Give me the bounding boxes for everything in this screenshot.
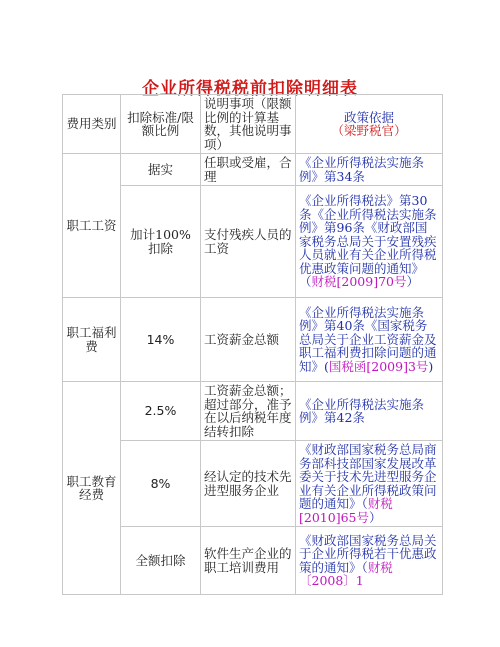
standard-cell: 2.5% [121,382,201,441]
standard-cell [121,186,201,298]
page-title: 企业所得税税前扣除明细表 [142,79,358,99]
policy-ref-link[interactable]: 国税函[2009]3号 [328,358,429,374]
policy-text: 《企业所得税法实施条例》第42条 [299,396,425,425]
policy-cell [296,527,443,595]
policy-text: 《企业所得税法》第30条《企业所得税法实施条例》第96条《财政部国家税务总局关于安置残疾人员就业有关企业所得税优惠政策问题的通知》（ [299,193,437,290]
note-cell: 经认定的技术先进型服务企业 [201,441,296,527]
policy-ref-link[interactable]: 财税〔2008〕1 [299,559,393,588]
table-row [63,382,443,441]
note-cell: 工资薪金总额；超过部分，准予在以后纳税年度结转扣除 [201,382,296,441]
header-policy [296,95,443,154]
policy-end: ） [406,274,420,290]
note-cell: 软件生产企业的职工培训费用 [201,527,296,595]
standard-cell: 全额扣除 [121,527,201,595]
policy-end: ） [368,509,382,525]
category-cell: 职工福利费 [63,298,121,382]
policy-text: 《财政部国家税务总局商务部科技部国家发展改革委关于技术先进型服务企业有关企业所得税政策问题的通知》（ [299,442,437,511]
note-cell: 工资薪金总额 [201,298,296,382]
standard-text: 加计100%扣除 [130,227,191,256]
policy-text: 《企业所得税法实施条例》第34条 [299,155,425,184]
policy-end: ) [428,358,434,374]
note-cell: 支付残疾人员的工资 [201,186,296,298]
standard-cell: 14% [121,298,201,382]
header-policy-main: 政策依据 [343,109,394,125]
policy-cell [296,382,443,441]
category-cell: 职工教育经费 [63,382,121,595]
policy-cell [296,154,443,186]
standard-cell: 8% [121,441,201,527]
table-row [63,298,443,382]
category-cell: 职工工资 [63,154,121,298]
policy-text: 《财政部国家税务总局关于企业所得税若干优惠政策的通知》（ [299,532,437,575]
note-cell: 任职或受雇，合理 [201,154,296,186]
deduction-table [62,94,443,595]
header-policy-sub: （梁野税官） [331,123,407,138]
table-row [63,154,443,186]
header-standard: 扣除标准/限额比例 [121,95,201,154]
header-category: 费用类别 [63,95,121,154]
policy-ref-link[interactable]: 财税[2010]65号 [299,496,393,525]
policy-text: 《企业所得税法实施条例》第40条《国家税务总局关于企业工资薪金及职工福利费扣除问题的通知》( [299,304,437,374]
table-header-row [63,95,443,154]
policy-ref-link[interactable]: 财税[2009]70号 [311,274,407,290]
header-note: 说明事项（限额比例的计算基数，其他说明事项） [201,95,296,154]
policy-cell [296,186,443,298]
standard-cell: 据实 [121,154,201,186]
policy-cell [296,298,443,382]
policy-cell [296,441,443,527]
